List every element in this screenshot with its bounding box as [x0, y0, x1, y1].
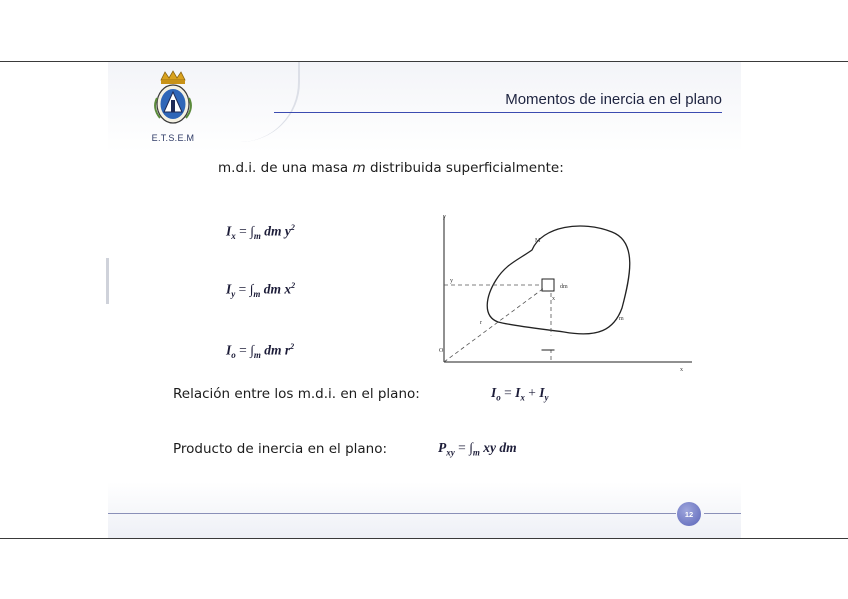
- formula-io: [226, 342, 294, 360]
- formula-ix-lhs-sub: x: [231, 231, 236, 242]
- formula-iy-sup: 2: [291, 281, 296, 290]
- slide: [0, 61, 848, 539]
- relation-b-sub: x: [520, 392, 525, 403]
- relation-c-sub: y: [544, 392, 549, 403]
- formula-iy: [226, 281, 295, 299]
- formula-ix-sup: 2: [290, 223, 295, 232]
- page-number-badge: 12: [677, 502, 701, 526]
- formula-ix-int-sub: m: [253, 231, 261, 242]
- product-lhs: P: [438, 440, 447, 455]
- subtitle: [218, 160, 564, 176]
- relation-formula: [491, 385, 549, 403]
- formula-io-int-sub: m: [253, 350, 261, 361]
- relation-a-sub: o: [496, 392, 501, 403]
- school-crest-icon: [148, 68, 198, 128]
- slide-title: Momentos de inercia en el plano: [505, 91, 722, 108]
- formula-io-lhs: I: [226, 342, 232, 358]
- mass-region-diagram: [434, 210, 696, 372]
- title-rule: [274, 112, 722, 113]
- relation-a: I: [491, 385, 497, 400]
- product-lhs-sub: xy: [446, 447, 455, 458]
- formula-io-rhs: dm r: [260, 342, 291, 358]
- diagram-label-region: M: [535, 238, 541, 244]
- logo-text: E.T.S.E.M: [151, 133, 195, 143]
- diagram-label-mass: m: [619, 316, 624, 322]
- formula-ix-lhs: I: [226, 223, 232, 239]
- formula-ix-eq: = ∫: [235, 223, 254, 239]
- product-int-sub: m: [472, 447, 480, 458]
- product-eq: = ∫: [454, 440, 473, 455]
- formula-ix-rhs: dm y: [260, 223, 291, 239]
- relation-eq: =: [500, 385, 516, 400]
- formula-io-lhs-sub: o: [231, 350, 236, 361]
- relation-plus: +: [524, 385, 540, 400]
- diagram-label-y-axis: y: [443, 214, 446, 220]
- formula-iy-int-sub: m: [253, 289, 261, 300]
- relation-c: I: [539, 385, 545, 400]
- diagram-label-origin: O: [439, 348, 444, 354]
- left-edge-mark: [106, 258, 109, 304]
- diagram-label-radius: r: [480, 320, 482, 326]
- formula-io-sup: 2: [290, 342, 295, 351]
- diagram-label-y-coord: y: [450, 278, 453, 284]
- relation-label: Relación entre los m.d.i. en el plano:: [173, 386, 420, 402]
- formula-io-eq: = ∫: [235, 342, 254, 358]
- product-label: Producto de inercia en el plano:: [173, 441, 388, 457]
- formula-iy-lhs-sub: y: [231, 289, 236, 300]
- subtitle-before: m.d.i. de una masa: [218, 160, 353, 176]
- diagram-label-element: dm: [560, 284, 568, 290]
- product-rhs: xy dm: [479, 440, 517, 455]
- subtitle-after: distribuida superficialmente:: [365, 160, 564, 176]
- formula-iy-rhs: dm x: [260, 281, 292, 297]
- product-formula: [438, 440, 517, 458]
- subtitle-variable: m: [352, 160, 366, 176]
- relation-b: I: [515, 385, 521, 400]
- formula-iy-lhs: I: [226, 281, 232, 297]
- diagram-label-x-axis: x: [680, 367, 683, 372]
- diagram-label-x-coord: x: [552, 296, 555, 302]
- footer-rule-right: [704, 513, 741, 514]
- formula-iy-eq: = ∫: [235, 281, 254, 297]
- formula-ix: [226, 223, 295, 241]
- footer-rule-left: [108, 513, 676, 514]
